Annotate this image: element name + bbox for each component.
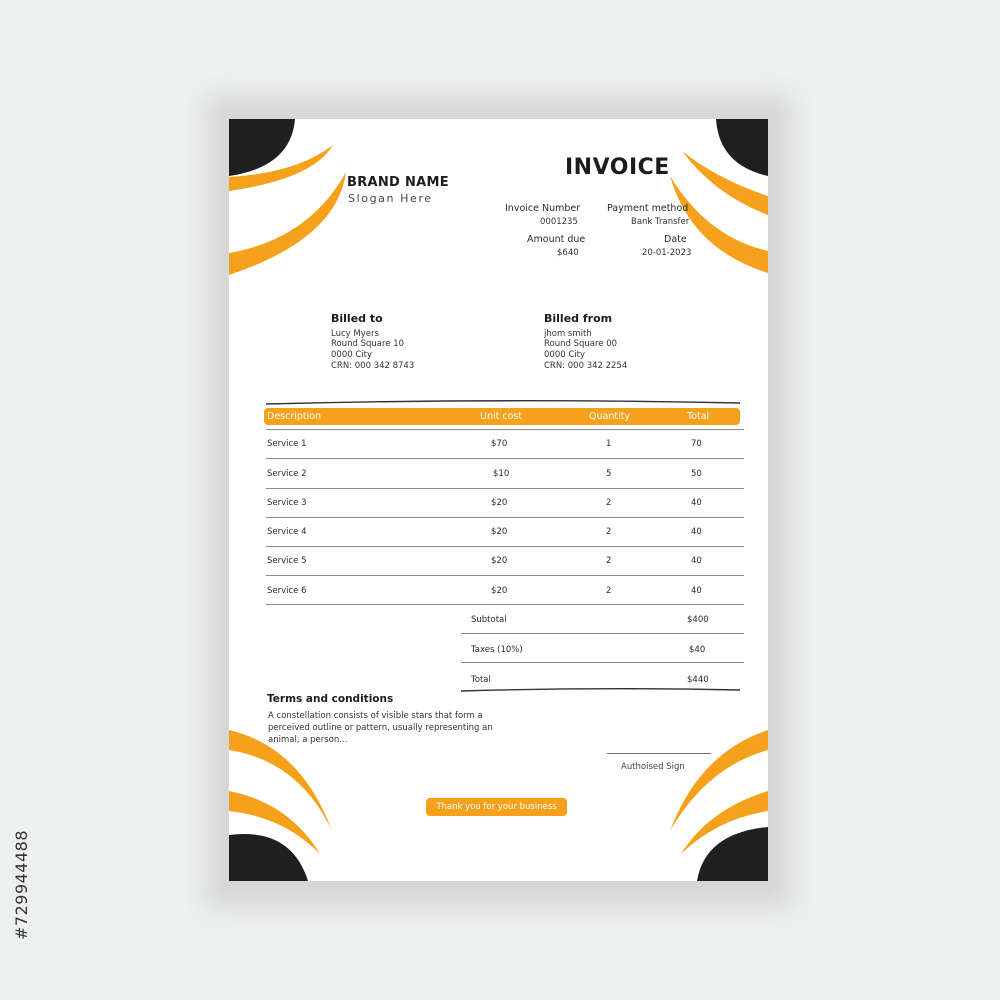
row-quantity: 5: [606, 469, 612, 479]
billed-from-line: jhom smith: [544, 329, 592, 339]
row-divider: [266, 458, 744, 459]
total-rule-curve: [461, 689, 740, 691]
row-divider: [266, 575, 744, 576]
row-unit-cost: $20: [491, 586, 508, 596]
signature-line: [607, 753, 711, 754]
column-header-unit-cost: Unit cost: [480, 411, 523, 422]
row-total: 40: [691, 527, 702, 537]
row-unit-cost: $10: [493, 469, 510, 479]
payment-method-label: Payment method: [607, 203, 689, 214]
row-description: Service 3: [267, 498, 307, 508]
column-header-total: Total: [687, 411, 710, 422]
payment-method-value: Bank Transfer: [631, 217, 690, 227]
row-description: Service 6: [267, 586, 307, 596]
row-quantity: 2: [606, 498, 612, 508]
date-label: Date: [664, 234, 687, 245]
billed-to-line: CRN: 000 342 8743: [331, 361, 415, 371]
corner-circle-top-right: [716, 119, 768, 176]
row-divider: [266, 604, 744, 605]
amount-due-label: Amount due: [527, 234, 586, 245]
date-value: 20-01-2023: [642, 248, 692, 258]
amount-due-value: $640: [557, 248, 579, 258]
brand-name: BRAND NAME: [347, 175, 449, 190]
stock-id-watermark: [8, 760, 38, 945]
terms-body: A constellation consists of visible stars that form a perceived outline or pattern, usually representing an animal, a person...: [268, 711, 493, 745]
thank-you-banner: Thank you for your business: [426, 798, 567, 816]
row-description: Service 5: [267, 556, 307, 566]
row-unit-cost: $70: [491, 439, 508, 449]
row-quantity: 2: [606, 556, 612, 566]
billed-to-line: 0000 City: [331, 350, 372, 360]
invoice-title: INVOICE: [565, 155, 670, 180]
corner-circle-bottom-left: [229, 834, 308, 881]
column-header-description: Description: [267, 411, 322, 422]
row-quantity: 2: [606, 527, 612, 537]
billed-from-line: Round Square 00: [544, 339, 618, 349]
billed-from-title: Billed from: [544, 312, 613, 325]
billed-to-title: Billed to: [331, 312, 383, 325]
summary-divider: [461, 662, 744, 663]
total-label: Total: [471, 675, 491, 685]
row-total: 40: [691, 498, 702, 508]
header-rule-curve: [266, 401, 740, 404]
row-total: 40: [691, 586, 702, 596]
row-description: Service 4: [267, 527, 307, 537]
invoice-page: [229, 119, 768, 881]
row-total: 40: [691, 556, 702, 566]
subtotal-label: Subtotal: [471, 615, 507, 625]
stock-id-text: #729944488: [12, 829, 31, 940]
billed-to-line: Round Square 10: [331, 339, 405, 349]
billed-from-line: 0000 City: [544, 350, 585, 360]
brand-slogan: Slogan Here: [348, 192, 433, 205]
row-divider: [266, 546, 744, 547]
row-description: Service 1: [267, 439, 307, 449]
row-divider: [266, 488, 744, 489]
billed-to-line: Lucy Myers: [331, 329, 379, 339]
row-unit-cost: $20: [491, 556, 508, 566]
taxes-label: Taxes (10%): [471, 645, 523, 655]
signature-label: Authoised Sign: [621, 762, 685, 772]
subtotal-value: $400: [687, 615, 709, 625]
billed-from-line: CRN: 000 342 2254: [544, 361, 628, 371]
total-value: $440: [687, 675, 709, 685]
table-rule: [266, 429, 744, 430]
row-quantity: 1: [606, 439, 612, 449]
corner-circle-top-left: [229, 119, 295, 176]
row-divider: [266, 517, 744, 518]
taxes-value: $40: [689, 645, 706, 655]
column-header-quantity: Quantity: [589, 411, 631, 422]
row-total: 70: [691, 439, 702, 449]
invoice-number-label: Invoice Number: [505, 203, 581, 214]
terms-title: Terms and conditions: [267, 693, 394, 705]
row-total: 50: [691, 469, 702, 479]
row-quantity: 2: [606, 586, 612, 596]
row-description: Service 2: [267, 469, 307, 479]
row-unit-cost: $20: [491, 498, 508, 508]
invoice-number-value: 0001235: [540, 217, 578, 227]
row-unit-cost: $20: [491, 527, 508, 537]
summary-divider: [461, 633, 744, 634]
corner-circle-bottom-right: [697, 827, 768, 881]
